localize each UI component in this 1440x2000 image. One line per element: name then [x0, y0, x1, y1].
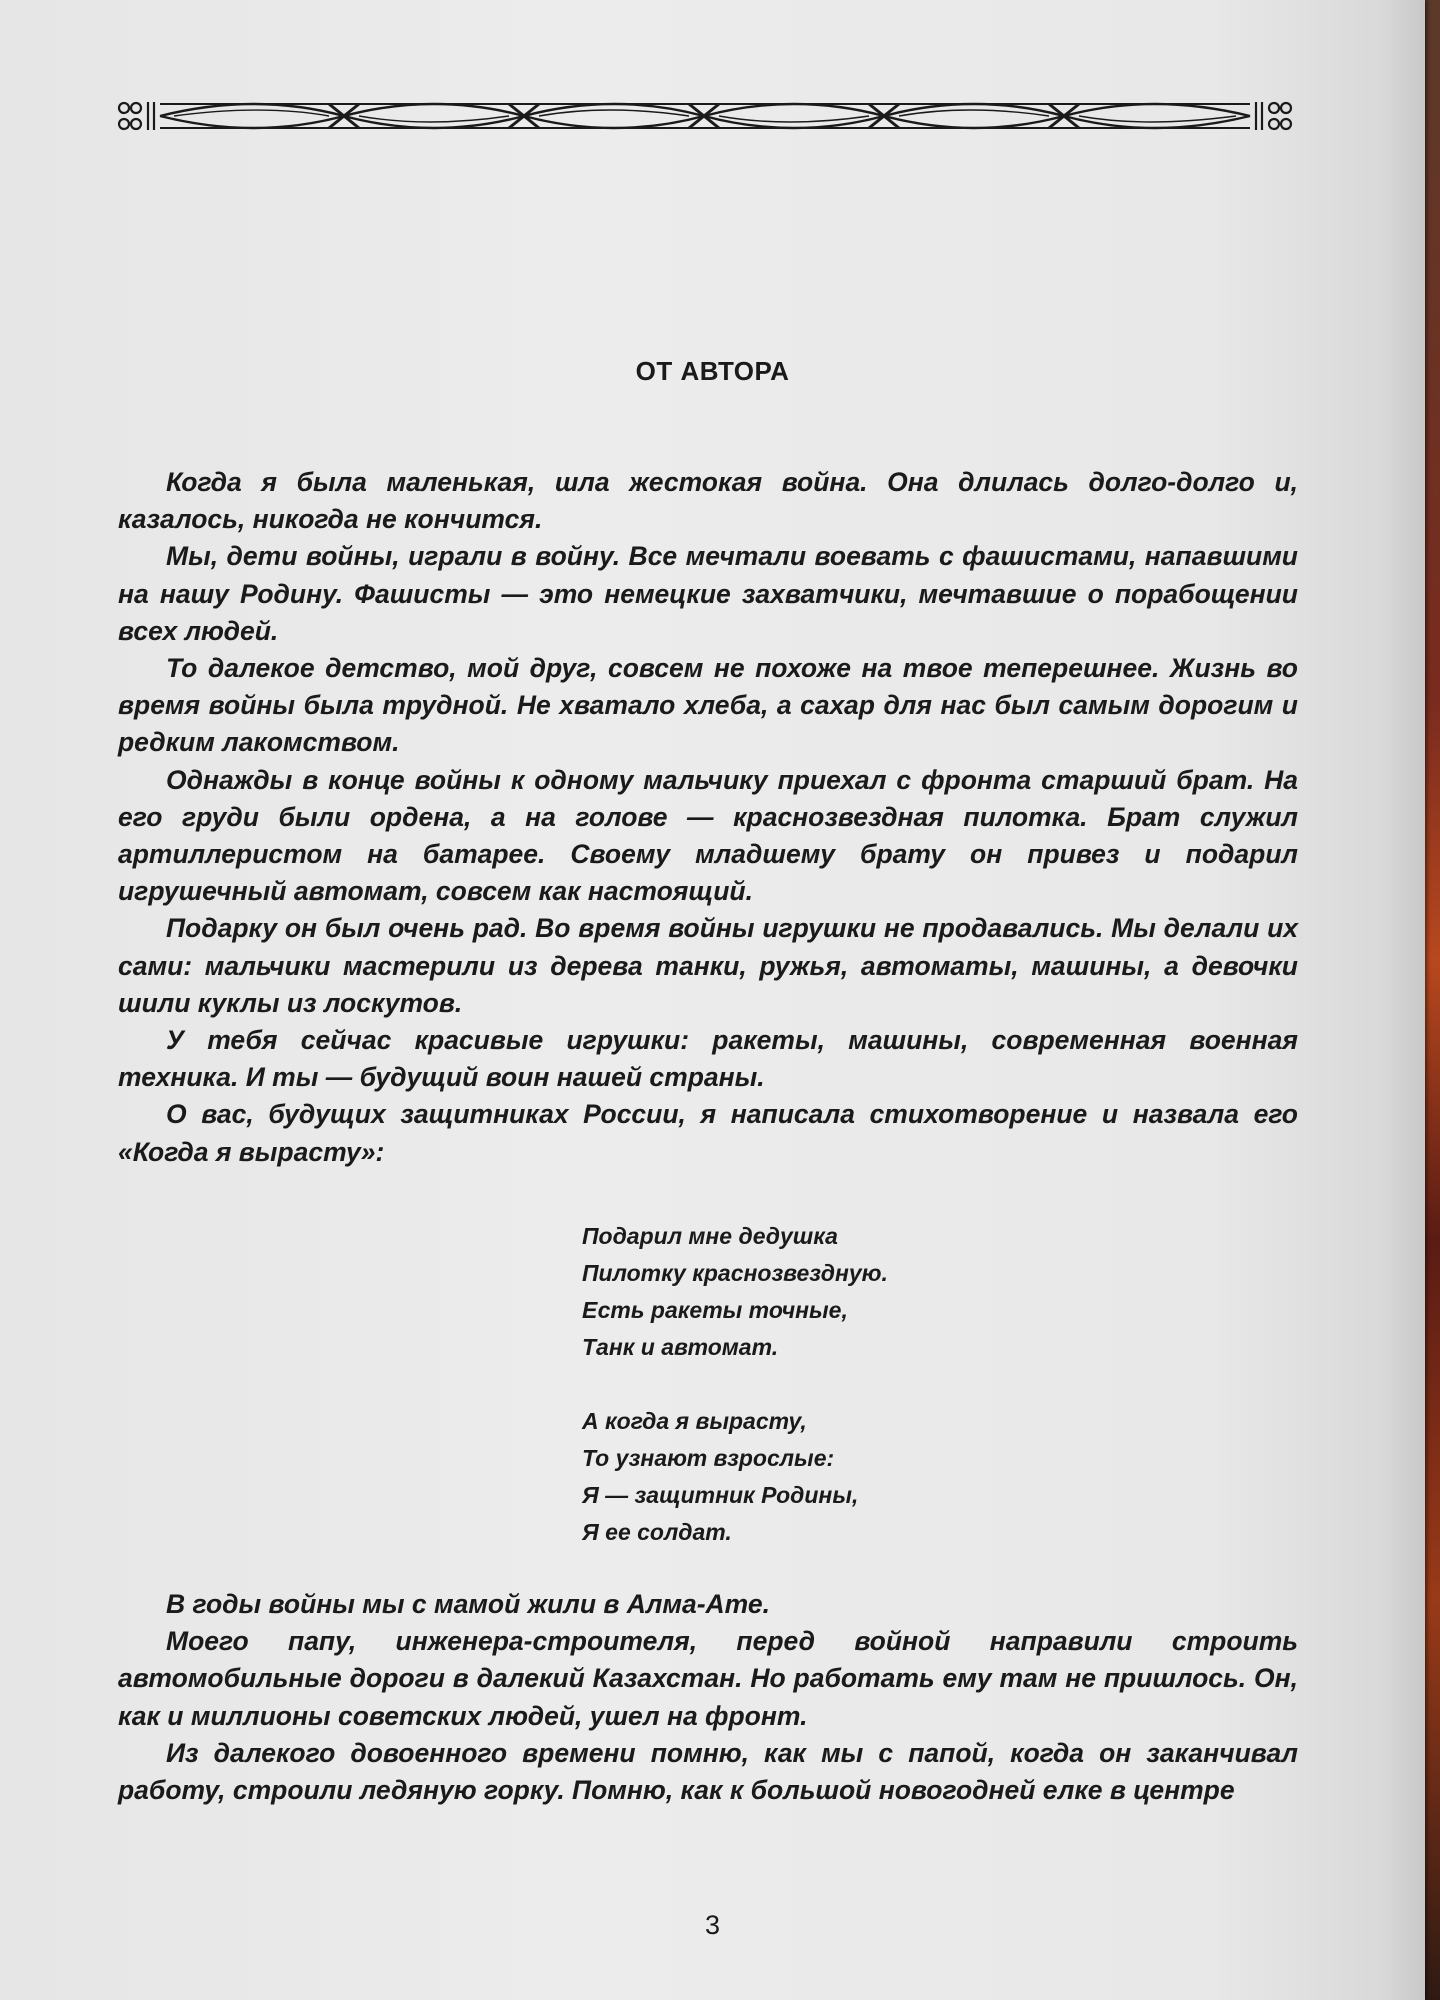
paragraph: Из далекого довоенного времени помню, как мы с папой, когда он заканчивал работу, строили ледяную горку. Помню, как к большой новогодней елке в центре	[118, 1737, 1298, 1806]
poem-line: То узнают взрослые:	[582, 1445, 835, 1471]
paragraph: О вас, будущих защитниках России, я написала стихотворение и назвала его «Когда я вырасту»:	[118, 1099, 1298, 1167]
poem-stanza	[582, 1403, 1082, 1551]
page-number: 3	[704, 1910, 721, 1940]
poem-line: Есть ракеты точные,	[582, 1297, 848, 1323]
body-text-before-poem	[118, 464, 1298, 1171]
paragraph: У тебя сейчас красивые игрушки: ракеты, машины, современная военная техника. И ты — будущий воин нашей страны.	[118, 1025, 1298, 1093]
paragraph: В годы войны мы с мамой жили в Алма-Ате.	[166, 1589, 770, 1619]
page-title: ОТ АВТОРА	[635, 356, 790, 386]
poem-line: Подарил мне дедушка	[582, 1223, 838, 1249]
paragraph: Однажды в конце войны к одному мальчику приехал с фронта старший брат. На его груди были ордена, а на голове — краснозвездная пилотка. Брат служил артиллеристом на батарее. Своему младшему брату он привез и подарил игрушечный автомат, совсем как настоящий.	[118, 764, 1298, 907]
paragraph: Подарку он был очень рад. Во время войны игрушки не продавались. Мы делали их сами: мальчики мастерили из дерева танки, ружья, автоматы, машины, а девочки шили куклы из лоскутов.	[118, 913, 1298, 1018]
poem-line: Я ее солдат.	[582, 1519, 732, 1545]
poem-line: Танк и автомат.	[582, 1334, 779, 1360]
paragraph: То далекое детство, мой друг, совсем не похоже на твое теперешнее. Жизнь во время войны была трудной. Не хватало хлеба, а сахар для нас был самым дорогим и редким лакомством.	[118, 653, 1298, 758]
body-text-after-poem	[118, 1586, 1298, 1809]
paragraph: Когда я была маленькая, шла жестокая война. Она длилась долго-долго и, казалось, никогда не кончится.	[118, 467, 1298, 535]
decorative-border-ornament	[114, 96, 1296, 136]
poem-line: А когда я вырасту,	[582, 1408, 807, 1434]
poem-line: Я — защитник Родины,	[582, 1482, 859, 1508]
paragraph: Моего папу, инженера-строителя, перед войной направили строить автомобильные дороги в далекий Казахстан. Но работать ему там не пришлось. Он, как и миллионы советских людей, ушел на фронт.	[118, 1626, 1298, 1731]
poem-stanza	[582, 1218, 1082, 1366]
paragraph: Мы, дети войны, играли в войну. Все мечтали воевать с фашистами, напавшими на нашу Родину. Фашисты — это немецкие захватчики, мечтавшие о порабощении всех людей.	[118, 541, 1298, 646]
poem	[582, 1218, 1082, 1588]
poem-line: Пилотку краснозвездную.	[582, 1260, 888, 1286]
